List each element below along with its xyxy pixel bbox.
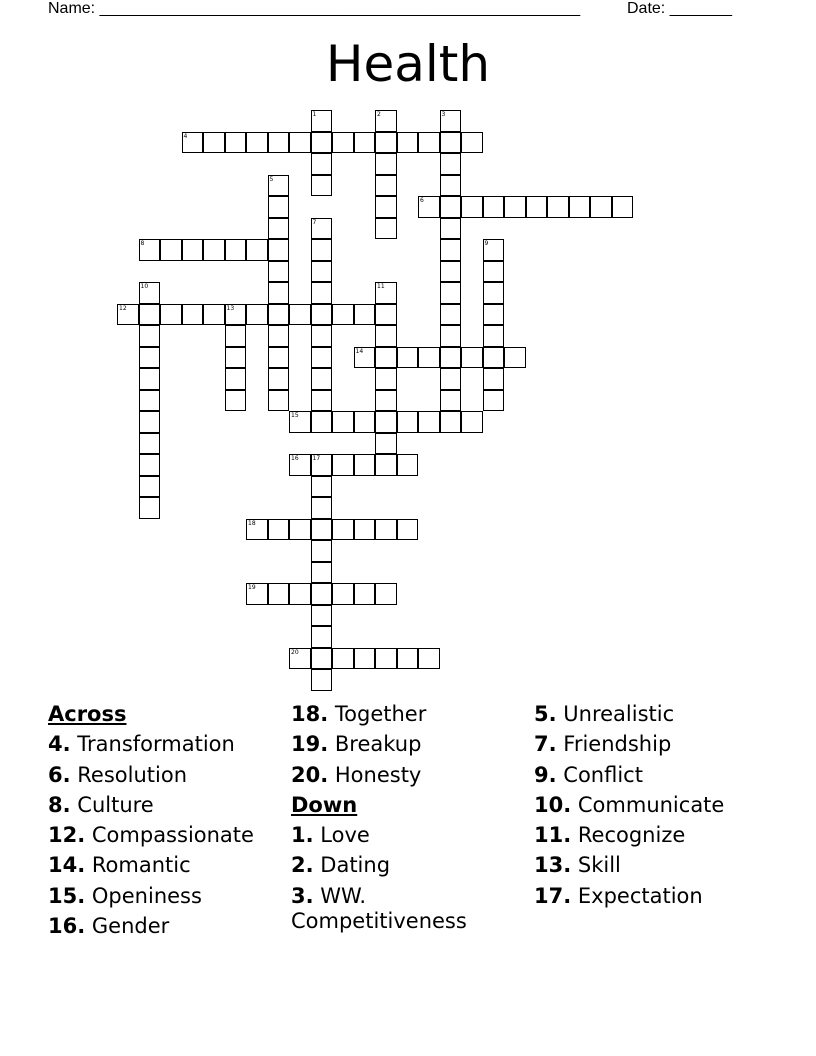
clue-number: 12 [119, 304, 127, 312]
crossword-cell[interactable] [139, 476, 161, 498]
crossword-cell[interactable] [311, 497, 333, 519]
clue-item [534, 823, 766, 848]
crossword-cell[interactable] [440, 153, 462, 175]
crossword-cell[interactable] [461, 196, 483, 218]
crossword-cell[interactable] [440, 390, 462, 412]
crossword-cell[interactable] [332, 519, 354, 541]
clue-number: 20 [291, 648, 299, 656]
crossword-cell[interactable] [246, 519, 268, 541]
clue-number: 4 [183, 132, 188, 140]
clue-text: Dating [320, 853, 391, 878]
crossword-cell[interactable] [354, 519, 376, 541]
crossword-cell[interactable] [311, 261, 333, 283]
crossword-cell[interactable] [483, 196, 505, 218]
crossword-cell[interactable] [268, 390, 290, 412]
crossword-cell[interactable] [440, 261, 462, 283]
crossword-cell[interactable] [139, 239, 161, 261]
crossword-cell[interactable] [139, 497, 161, 519]
crossword-cell[interactable] [354, 132, 376, 154]
crossword-cell[interactable] [225, 390, 247, 412]
clue-number: 3 [441, 111, 446, 118]
crossword-cell[interactable] [311, 605, 333, 627]
clue-number-label: 4. [48, 732, 71, 757]
clue-number-label: 12. [48, 823, 86, 848]
crossword-cell[interactable] [375, 325, 397, 347]
crossword-cell[interactable] [440, 411, 462, 433]
crossword-cell[interactable] [311, 562, 333, 584]
clue-number: 9 [484, 240, 489, 247]
clue-item [534, 884, 766, 909]
crossword-cell[interactable] [311, 282, 333, 304]
clues-column-1 [48, 702, 280, 944]
clue-text: Compassionate [91, 823, 254, 848]
crossword-cell[interactable] [311, 153, 333, 175]
crossword-cell[interactable] [203, 132, 225, 154]
crossword-cell[interactable] [139, 368, 161, 390]
crossword-cell[interactable] [268, 239, 290, 261]
crossword-cell[interactable] [483, 390, 505, 412]
crossword-cell[interactable] [375, 648, 397, 670]
crossword-cell[interactable] [311, 304, 333, 326]
crossword-cell[interactable] [246, 239, 268, 261]
crossword-cell[interactable] [504, 347, 526, 369]
crossword-cell[interactable] [139, 304, 161, 326]
clue-item [48, 914, 280, 939]
crossword-cell[interactable] [375, 454, 397, 476]
crossword-cell[interactable] [139, 282, 161, 304]
crossword-cell[interactable] [139, 325, 161, 347]
clue-item [534, 702, 766, 727]
crossword-cell[interactable] [483, 239, 505, 261]
clue-number: 17 [312, 455, 321, 462]
crossword-cell[interactable] [440, 110, 462, 132]
crossword-cell[interactable] [246, 132, 268, 154]
clue-item [48, 853, 280, 878]
crossword-cell[interactable] [225, 132, 247, 154]
crossword-cell[interactable] [397, 132, 419, 154]
down-heading: Down [291, 792, 358, 817]
clue-number: 1 [312, 111, 317, 118]
clue-item [291, 763, 523, 788]
clue-text: Gender [91, 914, 170, 939]
crossword-cell[interactable] [504, 196, 526, 218]
clue-item [291, 732, 523, 757]
crossword-cell[interactable] [418, 196, 440, 218]
clue-text: Openiness [91, 883, 202, 908]
clue-text: Breakup [334, 732, 422, 757]
clue-text: WW. Competitiveness [291, 883, 467, 933]
crossword-cell[interactable] [440, 132, 462, 154]
crossword-cell[interactable] [375, 132, 397, 154]
crossword-cell[interactable] [375, 218, 397, 240]
crossword-cell[interactable] [289, 519, 311, 541]
clue-text: Romantic [91, 853, 191, 878]
crossword-cell[interactable] [332, 454, 354, 476]
crossword-cell[interactable] [139, 390, 161, 412]
crossword-cell[interactable] [569, 196, 591, 218]
name-field-label[interactable]: Name: ______________________________________________________ [48, 0, 581, 17]
crossword-cell[interactable] [332, 132, 354, 154]
crossword-cell[interactable] [354, 304, 376, 326]
crossword-cell[interactable] [397, 347, 419, 369]
clue-text: Conflict [563, 762, 643, 787]
crossword-cell[interactable] [332, 648, 354, 670]
clue-text: Love [320, 823, 370, 848]
clue-number-label: 19. [291, 732, 329, 757]
crossword-cell[interactable] [139, 411, 161, 433]
crossword-cell[interactable] [268, 132, 290, 154]
clue-number-label: 5. [534, 702, 557, 726]
crossword-cell[interactable] [397, 411, 419, 433]
clue-number: 18 [248, 519, 256, 527]
crossword-cell[interactable] [397, 519, 419, 541]
clue-number: 19 [248, 584, 256, 591]
crossword-cell[interactable] [246, 304, 268, 326]
crossword-cell[interactable] [311, 626, 333, 648]
crossword-cell[interactable] [461, 132, 483, 154]
clue-number: 11 [377, 283, 385, 290]
crossword-cell[interactable] [225, 368, 247, 390]
clue-item [48, 823, 280, 848]
crossword-cell[interactable] [375, 110, 397, 132]
crossword-cell[interactable] [225, 239, 247, 261]
crossword-cell[interactable] [203, 304, 225, 326]
clues-column-2 [291, 702, 523, 939]
crossword-cell[interactable] [311, 519, 333, 541]
clue-text: Honesty [334, 762, 422, 787]
crossword-cell[interactable] [117, 304, 139, 326]
crossword-cell[interactable] [547, 196, 569, 218]
clue-item [291, 853, 523, 878]
crossword-cell[interactable] [483, 368, 505, 390]
clue-number-label: 2. [291, 853, 314, 878]
crossword-cell[interactable] [375, 368, 397, 390]
clue-item [291, 884, 523, 934]
crossword-cell[interactable] [182, 132, 204, 154]
crossword-cell[interactable] [268, 218, 290, 240]
clue-item [291, 702, 523, 727]
page-title: Health [325, 35, 491, 93]
crossword-cell[interactable] [268, 282, 290, 304]
crossword-cell[interactable] [311, 239, 333, 261]
clue-number: 13 [226, 304, 235, 312]
clue-number-label: 8. [48, 792, 71, 817]
crossword-cell[interactable] [418, 648, 440, 670]
crossword-cell[interactable] [268, 583, 290, 605]
clue-number-label: 13. [534, 853, 572, 878]
crossword-cell[interactable] [225, 304, 247, 326]
crossword-cell[interactable] [461, 411, 483, 433]
crossword-cell[interactable] [483, 261, 505, 283]
crossword-cell[interactable] [375, 153, 397, 175]
crossword-cell[interactable] [332, 583, 354, 605]
clue-text: Communicate [577, 792, 725, 817]
clue-number-label: 9. [534, 762, 557, 787]
crossword-cell[interactable] [225, 347, 247, 369]
crossword-cell[interactable] [289, 648, 311, 670]
crossword-cell[interactable] [354, 454, 376, 476]
clue-item [48, 884, 280, 909]
clue-text: Unrealistic [563, 702, 675, 726]
crossword-cell[interactable] [289, 583, 311, 605]
crossword-cell[interactable] [332, 304, 354, 326]
crossword-cell[interactable] [483, 304, 505, 326]
clue-item [534, 763, 766, 788]
crossword-cell[interactable] [440, 347, 462, 369]
crossword-cell[interactable] [375, 433, 397, 455]
clue-number: 5 [269, 175, 274, 183]
crossword-cell[interactable] [289, 132, 311, 154]
clue-text: Together [334, 702, 427, 726]
clue-number: 15 [291, 412, 299, 419]
crossword-cell[interactable] [375, 196, 397, 218]
clue-item [534, 793, 766, 818]
clue-text: Culture [77, 792, 154, 817]
crossword-cell[interactable] [268, 261, 290, 283]
crossword-cell[interactable] [418, 132, 440, 154]
crossword-cell[interactable] [311, 175, 333, 197]
clue-item [291, 823, 523, 848]
crossword-cell[interactable] [612, 196, 634, 218]
across-heading: Across [48, 702, 127, 726]
crossword-cell[interactable] [440, 175, 462, 197]
crossword-cell[interactable] [311, 218, 333, 240]
crossword-cell[interactable] [418, 411, 440, 433]
crossword-cell[interactable] [483, 282, 505, 304]
clue-number-label: 1. [291, 823, 314, 848]
crossword-cell[interactable] [289, 454, 311, 476]
crossword-cell[interactable] [139, 347, 161, 369]
crossword-cell[interactable] [483, 325, 505, 347]
crossword-cell[interactable] [354, 411, 376, 433]
clues-column-3 [534, 702, 766, 914]
clue-text: Expectation [577, 883, 703, 908]
crossword-cell[interactable] [375, 175, 397, 197]
crossword-cell[interactable] [354, 648, 376, 670]
crossword-cell[interactable] [311, 368, 333, 390]
clue-number: 2 [377, 111, 381, 118]
crossword-cell[interactable] [375, 519, 397, 541]
crossword-cell[interactable] [311, 454, 333, 476]
crossword-cell[interactable] [268, 519, 290, 541]
crossword-cell[interactable] [311, 669, 333, 691]
crossword-cell[interactable] [440, 304, 462, 326]
clue-number-label: 17. [534, 883, 572, 908]
clue-item [48, 793, 280, 818]
crossword-cell[interactable] [440, 368, 462, 390]
clue-number: 7 [312, 218, 317, 226]
crossword-cell[interactable] [268, 196, 290, 218]
crossword-cell[interactable] [311, 476, 333, 498]
crossword-cell[interactable] [440, 196, 462, 218]
crossword-cell[interactable] [526, 196, 548, 218]
clue-text: Resolution [77, 762, 188, 787]
crossword-cell[interactable] [311, 540, 333, 562]
crossword-cell[interactable] [289, 304, 311, 326]
crossword-cell[interactable] [590, 196, 612, 218]
crossword-cell[interactable] [311, 132, 333, 154]
crossword-cell[interactable] [311, 411, 333, 433]
clue-item [534, 732, 766, 757]
crossword-cell[interactable] [440, 218, 462, 240]
crossword-cell[interactable] [203, 239, 225, 261]
crossword-cell[interactable] [440, 282, 462, 304]
clue-number: 14 [355, 347, 364, 355]
clue-text: Friendship [563, 732, 672, 757]
clue-number: 10 [140, 283, 149, 290]
crossword-cell[interactable] [440, 239, 462, 261]
crossword-cell[interactable] [311, 583, 333, 605]
crossword-cell[interactable] [375, 347, 397, 369]
crossword-cell[interactable] [160, 304, 182, 326]
crossword-cell[interactable] [268, 304, 290, 326]
crossword-cell[interactable] [225, 325, 247, 347]
crossword-cell[interactable] [375, 390, 397, 412]
crossword-cell[interactable] [354, 583, 376, 605]
crossword-cell[interactable] [182, 304, 204, 326]
clue-text: Recognize [577, 823, 686, 848]
crossword-cell[interactable] [483, 347, 505, 369]
crossword-cell[interactable] [182, 239, 204, 261]
clue-item [48, 763, 280, 788]
crossword-cell[interactable] [246, 583, 268, 605]
crossword-cell[interactable] [332, 411, 354, 433]
clue-number-label: 11. [534, 823, 572, 848]
crossword-cell[interactable] [160, 239, 182, 261]
clue-number: 6 [420, 197, 424, 204]
clue-number-label: 6. [48, 762, 71, 787]
date-field-label[interactable]: Date: _______ [627, 0, 732, 17]
clue-number-label: 3. [291, 883, 314, 908]
crossword-cell[interactable] [397, 454, 419, 476]
crossword-cell[interactable] [461, 347, 483, 369]
crossword-cell[interactable] [375, 304, 397, 326]
crossword-cell[interactable] [375, 282, 397, 304]
clue-number-label: 18. [291, 702, 329, 726]
crossword-cell[interactable] [311, 325, 333, 347]
crossword-cell[interactable] [354, 347, 376, 369]
crossword-cell[interactable] [268, 347, 290, 369]
clue-number-label: 10. [534, 792, 572, 817]
clue-number-label: 15. [48, 883, 86, 908]
clue-number-label: 7. [534, 732, 557, 757]
crossword-cell[interactable] [311, 390, 333, 412]
crossword-cell[interactable] [139, 433, 161, 455]
crossword-cell[interactable] [289, 411, 311, 433]
crossword-cell[interactable] [311, 648, 333, 670]
crossword-cell[interactable] [268, 175, 290, 197]
clue-number: 8 [140, 240, 145, 247]
crossword-cell[interactable] [139, 454, 161, 476]
clue-number-label: 16. [48, 914, 86, 939]
clue-item [534, 853, 766, 878]
clue-item [48, 732, 280, 757]
crossword-cell[interactable] [397, 648, 419, 670]
clue-text: Transformation [77, 732, 235, 757]
crossword-cell[interactable] [311, 110, 333, 132]
crossword-cell[interactable] [268, 325, 290, 347]
crossword-cell[interactable] [375, 411, 397, 433]
clue-number-label: 20. [291, 762, 329, 787]
crossword-cell[interactable] [418, 347, 440, 369]
clue-text: Skill [577, 853, 621, 878]
crossword-cell[interactable] [375, 583, 397, 605]
crossword-cell[interactable] [268, 368, 290, 390]
crossword-cell[interactable] [311, 347, 333, 369]
crossword-cell[interactable] [440, 325, 462, 347]
clue-number-label: 14. [48, 853, 86, 878]
clue-number: 16 [291, 455, 299, 462]
